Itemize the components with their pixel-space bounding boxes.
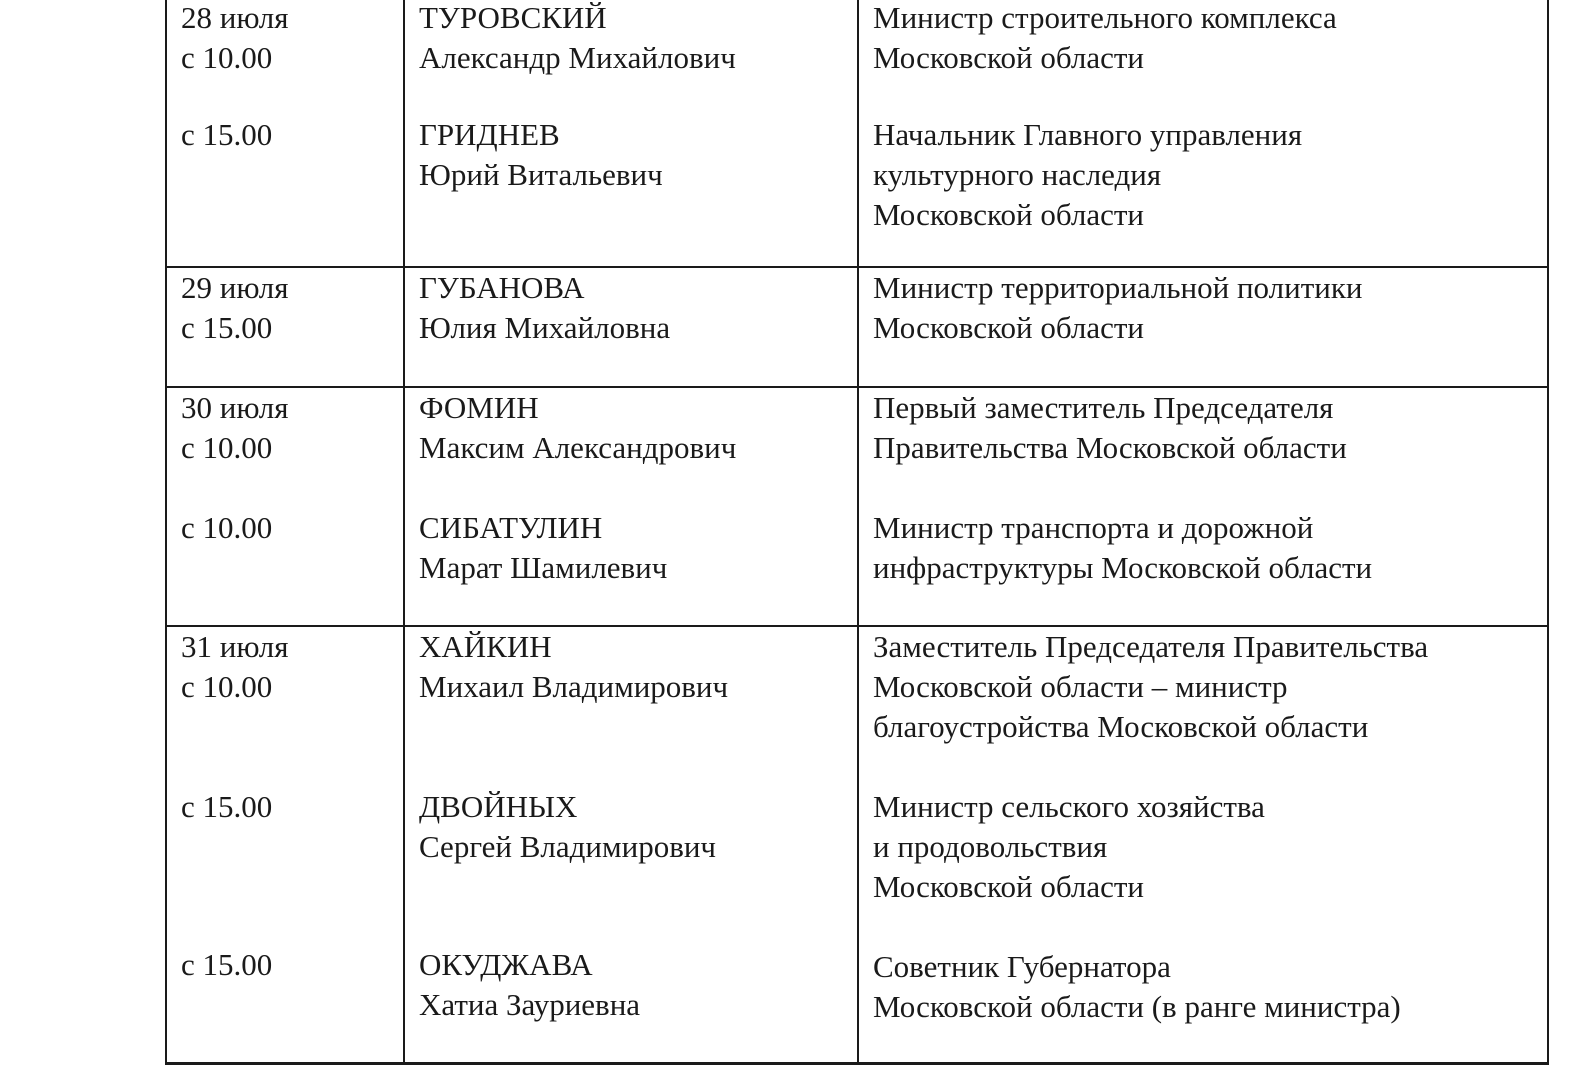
position-line: Московской области (в ранге министра) [873,989,1401,1024]
position-line: Московской области [873,310,1144,345]
time-cell [166,0,404,267]
position-cell [858,0,1548,267]
position-line: инфраструктуры Московской области [873,550,1373,585]
person-surname: ДВОЙНЫХ [419,789,578,824]
position-line: Министр транспорта и дорожной [873,510,1314,545]
date-label: 29 июля [181,270,289,305]
time-cell [166,626,404,1063]
time-label: с 15.00 [181,117,273,152]
time-label: с 10.00 [181,40,273,75]
person-name: Марат Шамилевич [419,550,668,585]
date-label: 31 июля [181,629,289,664]
position-line: Заместитель Председателя Правительства [873,629,1429,664]
person-surname: ГУБАНОВА [419,270,585,305]
person-cell [404,267,858,387]
position-line: культурного наследия [873,157,1162,192]
position-line: Московской области [873,197,1144,232]
date-label: 28 июля [181,0,289,35]
reception-schedule-table [165,0,1549,1065]
person-cell [404,0,858,267]
person-name: Хатиа Зауриевна [419,987,641,1022]
person-surname: ФОМИН [419,390,539,425]
person-surname: ГРИДНЕВ [419,117,560,152]
position-line: Первый заместитель Председателя [873,390,1334,425]
person-surname: ОКУДЖАВА [419,947,593,982]
position-line: Министр территориальной политики [873,270,1363,305]
person-name: Максим Александрович [419,430,737,465]
time-cell [166,267,404,387]
table-row [166,267,1548,387]
table-row [166,0,1548,267]
position-line: Московской области [873,869,1144,904]
table-row [166,626,1548,1063]
time-label: с 15.00 [181,310,273,345]
position-line: и продовольствия [873,829,1108,864]
position-line: благоустройства Московской области [873,709,1369,744]
position-cell [858,387,1548,626]
position-cell [858,267,1548,387]
date-label: 30 июля [181,390,289,425]
person-cell [404,387,858,626]
position-line: Начальник Главного управления [873,117,1303,152]
person-name: Сергей Владимирович [419,829,717,864]
time-label: с 15.00 [181,947,273,982]
person-surname: ТУРОВСКИЙ [419,0,607,35]
person-name: Юлия Михайловна [419,310,671,345]
position-line: Московской области [873,40,1144,75]
position-line: Советник Губернатора [873,949,1171,984]
person-surname: СИБАТУЛИН [419,510,603,545]
time-label: с 10.00 [181,430,273,465]
time-label: с 10.00 [181,510,273,545]
time-label: с 10.00 [181,669,273,704]
person-name: Юрий Витальевич [419,157,663,192]
person-cell [404,626,858,1063]
table-row [166,387,1548,626]
person-name: Михаил Владимирович [419,669,729,704]
position-cell [858,626,1548,1063]
position-line: Министр строительного комплекса [873,0,1337,35]
person-name: Александр Михайлович [419,40,736,75]
time-cell [166,387,404,626]
position-line: Московской области – министр [873,669,1288,704]
position-line: Министр сельского хозяйства [873,789,1265,824]
time-label: с 15.00 [181,789,273,824]
position-line: Правительства Московской области [873,430,1347,465]
person-surname: ХАЙКИН [419,629,552,664]
